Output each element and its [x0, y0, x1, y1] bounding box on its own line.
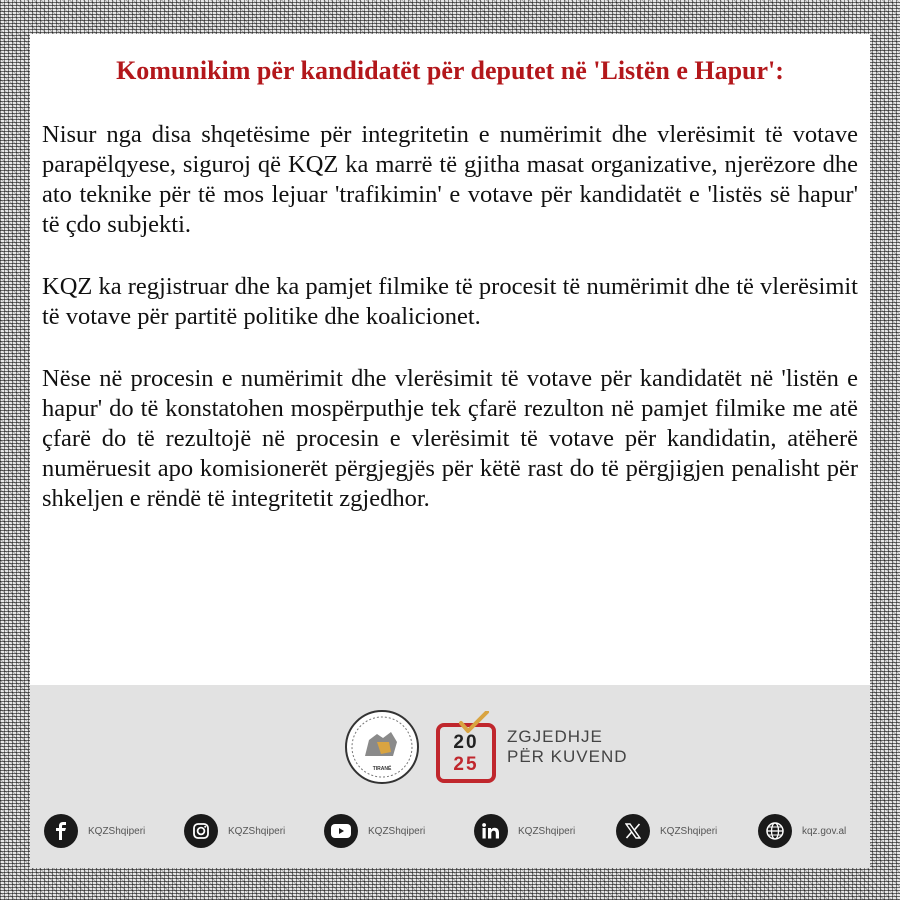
globe-icon[interactable] — [758, 814, 792, 848]
social-links — [44, 813, 856, 849]
youtube-icon[interactable] — [324, 814, 358, 848]
social-handle[interactable]: KQZShqiperi — [88, 825, 146, 837]
social-youtube[interactable] — [324, 813, 425, 849]
paragraph-3: Nëse në procesin e numërimit dhe vlerësimit të votave për kandidatët në 'listën e hapur' do të konstatohen mospërputhje tek çfarë rezulton në pamjet filmike me atë çfarë do të rezultojë në procesin e vlerësimit të votave për kandidatin, atëherë numëruesit apo komisionerët përgjegjës për këtë rast do të përgjigjen penalisht për shkeljen e rëndë të integritetit zgjedhor. — [42, 365, 858, 512]
social-instagram[interactable] — [184, 813, 285, 849]
announcement-card — [30, 34, 870, 685]
social-handle[interactable]: KQZShqiperi — [228, 825, 286, 837]
linkedin-icon[interactable] — [474, 814, 508, 848]
social-facebook[interactable] — [44, 813, 145, 849]
social-handle[interactable]: KQZShqiperi — [368, 825, 426, 837]
election-2025-logo — [435, 711, 497, 783]
paragraph-1: Nisur nga disa shqetësime për integritetin e numërimit dhe vlerësimit të votave parapëlqyese, siguroj që KQZ ka marrë të gjitha masat organizative, njerëzore dhe ato teknike për të mos lejuar 'trafikimin' e votave për kandidatët e 'listës së hapur' të çdo subjekti. — [42, 121, 858, 238]
social-linkedin[interactable] — [474, 813, 575, 849]
social-handle[interactable]: KQZShqiperi — [518, 825, 576, 837]
x-icon[interactable] — [616, 814, 650, 848]
year-top-text: 20 — [453, 732, 479, 753]
instagram-icon[interactable] — [184, 814, 218, 848]
election-line-2: PËR KUVEND — [507, 747, 628, 766]
announcement-title: Komunikim për kandidatët për deputet në 'Listën e Hapur': — [116, 56, 784, 85]
paragraph-2: KQZ ka regjistruar dhe ka pamjet filmike të procesit të numërimit dhe të vlerësimit të votave për partitë politike dhe koalicionet. — [42, 273, 858, 330]
facebook-icon[interactable] — [44, 814, 78, 848]
footer — [30, 685, 870, 868]
seal-city-text: TIRANË — [372, 766, 392, 772]
logo-row — [345, 707, 628, 787]
kqz-seal-logo — [345, 710, 419, 784]
election-line-1: ZGJEDHJE — [507, 727, 603, 746]
year-bottom-text: 25 — [453, 754, 479, 775]
website-link[interactable]: kqz.gov.al — [802, 825, 847, 837]
social-website[interactable] — [758, 813, 846, 849]
election-label — [507, 727, 628, 767]
announcement-body — [42, 120, 858, 546]
social-x[interactable] — [616, 813, 717, 849]
social-handle[interactable]: KQZShqiperi — [660, 825, 718, 837]
